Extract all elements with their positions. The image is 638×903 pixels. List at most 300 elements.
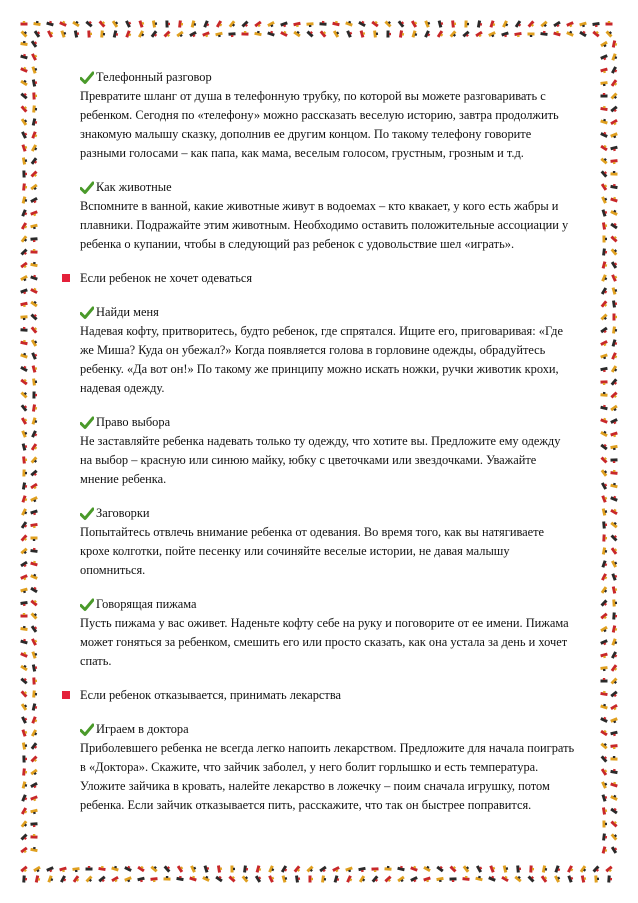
border-ornament <box>612 326 617 334</box>
border-ornament <box>30 536 37 541</box>
border-ornament <box>600 392 607 397</box>
border-ornament <box>602 807 608 815</box>
border-ornament <box>21 613 28 618</box>
border-ornament <box>600 666 607 671</box>
border-ornament <box>600 626 608 633</box>
border-ornament <box>566 21 574 28</box>
check-icon <box>80 71 94 85</box>
border-ornament <box>610 159 617 164</box>
border-ornament <box>602 820 607 827</box>
border-ornament <box>280 21 288 28</box>
border-ornament <box>294 865 302 873</box>
border-ornament <box>20 327 27 332</box>
border-ornament <box>600 380 607 385</box>
paragraph <box>80 614 600 671</box>
border-ornament <box>20 262 28 270</box>
border-ornament <box>371 20 379 28</box>
border-ornament <box>30 210 38 217</box>
border-ornament <box>30 809 38 815</box>
border-ornament <box>32 690 37 697</box>
border-ornament <box>567 865 574 873</box>
border-ornament <box>32 92 37 99</box>
border-ornament <box>612 599 617 606</box>
border-ornament <box>203 20 210 28</box>
border-ornament <box>20 248 28 256</box>
border-ornament <box>600 353 608 360</box>
border-ornament <box>31 624 39 632</box>
text-line: ребенка о купании, чтобы в следующий раз ребенок с удовольствие шел «играть». <box>80 237 515 251</box>
border-ornament <box>384 876 392 884</box>
border-ornament <box>268 865 275 873</box>
border-ornament <box>601 196 608 204</box>
border-ornament <box>31 742 39 750</box>
border-ornament <box>600 613 608 621</box>
border-ornament <box>267 21 275 28</box>
bullet-square-icon <box>62 274 70 282</box>
border-ornament <box>515 20 523 28</box>
border-ornament <box>319 866 327 874</box>
border-ornament <box>98 865 106 871</box>
border-ornament <box>74 30 80 38</box>
border-ornament <box>372 875 380 883</box>
border-ornament <box>600 41 608 48</box>
border-ornament <box>31 456 39 464</box>
border-ornament <box>610 819 618 827</box>
border-ornament <box>602 534 607 541</box>
text-line: Уложите зайчика в кровать, налейте лекарство в ложечку – поим сначала игрушку, потом <box>80 779 550 793</box>
paragraph <box>80 87 600 163</box>
border-ornament <box>60 30 67 38</box>
border-ornament <box>31 430 38 438</box>
text-line: Не заставляйте ребенка надевать только ту одежду, что хотите вы. Предложите ему одежду <box>80 434 561 448</box>
border-ornament <box>35 875 41 883</box>
border-ornament <box>85 19 93 27</box>
border-ornament <box>229 20 237 28</box>
border-ornament <box>412 30 418 38</box>
border-ornament <box>30 795 38 802</box>
text-line: Пусть пижама у вас оживет. Наденьте кофту себе на руку и поговорите от ее имени. Пижама <box>80 616 569 630</box>
border-ornament <box>31 53 38 61</box>
section-title: Право выбора <box>96 415 171 429</box>
border-ornament <box>20 41 28 46</box>
border-ornament <box>20 352 28 359</box>
border-ornament <box>20 574 28 581</box>
border-ornament <box>611 260 619 268</box>
border-ornament <box>31 131 38 139</box>
border-ornament <box>72 20 80 28</box>
bullet-text: Если ребенок не хочет одеваться <box>80 271 253 285</box>
border-ornament <box>602 508 608 516</box>
border-ornament <box>111 876 119 883</box>
border-ornament <box>31 325 39 333</box>
border-ornament <box>602 547 608 555</box>
border-ornament <box>243 865 248 872</box>
border-ornament <box>20 315 27 320</box>
border-ornament <box>610 392 618 400</box>
border-ornament <box>610 171 617 176</box>
border-ornament <box>21 716 28 724</box>
border-ornament <box>566 30 574 37</box>
border-ornament <box>611 66 618 74</box>
border-ornament <box>611 832 619 840</box>
bullet-text: Если ребенок отказывается, принимать лекарства <box>80 688 342 702</box>
border-ornament <box>73 875 81 883</box>
border-ornament <box>30 184 38 192</box>
border-ornament <box>605 866 613 874</box>
border-ornament <box>610 146 618 152</box>
border-ornament <box>451 20 456 27</box>
border-ornament <box>138 20 144 28</box>
border-ornament <box>21 104 29 112</box>
border-ornament <box>600 144 608 152</box>
border-ornament <box>346 30 353 38</box>
border-ornament <box>20 676 28 684</box>
border-ornament <box>216 20 223 28</box>
border-ornament <box>21 222 28 230</box>
border-ornament <box>601 767 609 775</box>
text-line: на выбор – красную или синюю майку, юбку с цветочками или звездочками. Уважайте <box>80 453 537 467</box>
border-ornament <box>594 875 599 882</box>
border-ornament <box>20 53 28 59</box>
border-ornament <box>600 703 608 709</box>
border-ornament <box>21 29 29 37</box>
border-ornament <box>20 91 28 99</box>
border-ornament <box>32 118 38 126</box>
border-ornament <box>98 876 106 884</box>
border-ornament <box>30 846 38 852</box>
border-ornament <box>610 431 618 437</box>
border-ornament <box>386 30 391 37</box>
border-ornament <box>21 729 27 737</box>
text-line: Приболевшего ребенка не всегда легко напоить лекарством. Предложите для начала поиграть <box>80 741 575 755</box>
border-ornament <box>611 274 618 282</box>
section-find-me <box>80 303 600 398</box>
border-ornament <box>137 877 145 883</box>
border-ornament <box>611 79 619 87</box>
border-ornament <box>30 782 38 789</box>
border-ornament <box>30 287 38 294</box>
border-ornament <box>22 183 27 190</box>
border-ornament <box>59 20 67 27</box>
border-ornament <box>600 455 608 463</box>
section-title: Телефонный разговор <box>96 70 212 84</box>
border-ornament <box>22 781 28 789</box>
section-title: Заговорки <box>96 506 150 520</box>
border-ornament <box>20 390 28 398</box>
border-ornament <box>610 768 618 774</box>
border-ornament <box>610 756 617 761</box>
border-ornament <box>600 340 608 347</box>
border-ornament <box>254 30 262 36</box>
border-ornament <box>610 234 618 242</box>
border-ornament <box>610 405 618 413</box>
border-ornament <box>30 249 37 254</box>
border-ornament <box>125 30 132 38</box>
paragraph <box>80 197 600 254</box>
border-ornament <box>514 874 522 882</box>
border-ornament <box>31 443 39 451</box>
border-ornament <box>606 21 613 26</box>
border-ornament <box>553 30 561 36</box>
border-ornament <box>20 275 28 282</box>
text-line: опомниться. <box>80 563 146 577</box>
text-line: может гоняться за ребенком, смешить его или просто сказать, как она устала за день и хочет <box>80 635 568 649</box>
border-ornament <box>600 131 608 138</box>
border-ornament <box>397 876 405 884</box>
border-ornament <box>124 876 132 883</box>
border-ornament <box>610 731 618 737</box>
border-ornament <box>31 144 38 152</box>
check-icon <box>80 723 94 737</box>
border-ornament <box>601 300 609 308</box>
border-ornament <box>30 755 38 763</box>
section-title: Играем в доктора <box>96 722 189 736</box>
border-ornament <box>32 365 38 373</box>
border-ornament <box>176 875 184 881</box>
border-ornament <box>610 495 618 502</box>
border-ornament <box>87 30 92 37</box>
border-ornament <box>463 864 471 872</box>
border-ornament <box>47 30 54 38</box>
border-ornament <box>359 875 367 883</box>
border-ornament <box>345 866 353 873</box>
border-ornament <box>601 781 608 789</box>
border-ornament <box>21 403 29 411</box>
border-ornament <box>32 703 38 711</box>
bullet-heading <box>80 269 600 288</box>
border-ornament <box>602 248 607 255</box>
border-ornament <box>488 31 496 38</box>
border-ornament <box>410 865 418 872</box>
border-ornament <box>600 639 608 646</box>
border-ornament <box>20 626 28 631</box>
border-ornament <box>345 20 353 27</box>
border-ornament <box>540 31 547 36</box>
border-ornament <box>542 865 548 873</box>
border-ornament <box>437 30 445 38</box>
border-ornament <box>204 865 210 873</box>
text-line: надевая одежду. <box>80 381 165 395</box>
border-ornament <box>163 30 171 38</box>
border-ornament <box>72 867 79 872</box>
border-ornament <box>611 638 618 646</box>
border-ornament <box>600 417 608 424</box>
border-ornament <box>600 314 608 322</box>
border-ornament <box>527 874 535 882</box>
section-right-of-choice <box>80 413 600 489</box>
border-ornament <box>20 561 28 569</box>
border-ornament <box>601 495 608 503</box>
border-ornament <box>21 794 28 802</box>
border-ornament <box>32 105 37 112</box>
check-icon <box>80 416 94 430</box>
border-ornament <box>424 30 431 38</box>
border-ornament <box>30 834 37 839</box>
border-ornament <box>31 66 38 74</box>
border-ornament <box>178 20 183 27</box>
paragraph <box>80 739 600 815</box>
border-ornament <box>502 20 509 28</box>
border-ornament <box>20 548 28 556</box>
text-line: Надевая кофту, притворитесь, будто ребенок, где спрятался. Ищите его, приговаривая: «Где <box>80 324 563 338</box>
border-ornament <box>436 877 444 883</box>
border-ornament <box>602 846 608 854</box>
border-ornament <box>33 21 41 26</box>
border-ornament <box>612 300 617 308</box>
border-ornament <box>21 521 29 529</box>
border-ornament <box>31 651 38 659</box>
border-ornament <box>20 339 28 345</box>
border-ornament <box>612 586 618 594</box>
bullet-square-icon <box>62 691 70 699</box>
border-ornament <box>112 19 120 27</box>
border-ornament <box>32 664 38 672</box>
border-ornament <box>30 548 37 553</box>
border-ornament <box>21 807 28 815</box>
border-ornament <box>601 287 608 295</box>
border-ornament <box>189 31 197 38</box>
border-ornament <box>610 781 618 787</box>
border-ornament <box>30 822 37 827</box>
text-line: ребенком. Сегодня по «телефону» можно рассказать веселую историю, завтра продолжить <box>80 108 559 122</box>
text-line: плавники. Подражайте этим животным. Необходимо оставить положительные ассоциации у <box>80 218 569 232</box>
border-ornament <box>30 510 38 516</box>
border-ornament <box>20 664 28 672</box>
check-icon <box>80 306 94 320</box>
border-ornament <box>601 560 608 568</box>
border-ornament <box>59 867 67 873</box>
border-ornament <box>449 864 457 872</box>
border-ornament <box>30 300 38 308</box>
border-ornament <box>21 416 28 424</box>
border-ornament <box>152 20 158 28</box>
border-ornament <box>503 865 509 873</box>
border-ornament <box>309 876 314 883</box>
border-ornament <box>602 521 607 528</box>
border-ornament <box>516 865 521 872</box>
border-ornament <box>32 79 38 87</box>
border-ornament <box>601 573 608 581</box>
border-ornament <box>358 20 366 27</box>
text-line: Превратите шланг от душа в телефонную трубку, по которой вы можете разговаривать с <box>80 89 546 103</box>
border-ornament <box>30 560 38 566</box>
border-ornament <box>610 209 618 216</box>
border-ornament <box>475 875 483 881</box>
border-ornament <box>610 717 618 724</box>
border-ornament <box>21 21 28 26</box>
border-ornament <box>230 865 235 872</box>
border-ornament <box>99 19 107 27</box>
border-ornament <box>611 352 618 360</box>
border-ornament <box>489 20 495 28</box>
border-ornament <box>384 866 391 871</box>
border-ornament <box>611 53 618 61</box>
paragraph <box>80 432 600 489</box>
border-ornament <box>600 54 608 61</box>
border-ornament <box>21 508 28 516</box>
border-ornament <box>31 716 38 724</box>
border-ornament <box>449 877 456 882</box>
border-ornament <box>46 20 54 26</box>
border-ornament <box>602 209 608 217</box>
border-ornament <box>31 611 39 619</box>
border-ornament <box>164 864 172 872</box>
border-ornament <box>241 20 249 28</box>
border-ornament <box>321 875 326 883</box>
text-line: Попытайтесь отвлечь внимание ребенка от одевания. Во время того, как вы натягиваете <box>80 525 545 539</box>
border-ornament <box>20 866 28 874</box>
border-ornament <box>32 404 38 412</box>
border-ornament <box>85 866 92 871</box>
border-ornament <box>320 29 328 37</box>
border-ornament <box>215 32 223 38</box>
border-ornament <box>610 807 618 815</box>
border-ornament <box>528 20 536 28</box>
border-ornament <box>22 170 27 177</box>
border-ornament <box>255 874 263 882</box>
border-ornament <box>610 418 618 425</box>
border-ornament <box>580 865 588 873</box>
border-ornament <box>567 875 574 883</box>
border-ornament <box>553 21 561 29</box>
text-line: же Миша? Куда он убежал?» Когда появляется голова в горловине одежды, обрадуйтесь <box>80 343 546 357</box>
border-ornament <box>398 19 406 27</box>
border-ornament <box>602 794 608 802</box>
border-ornament <box>610 744 617 749</box>
border-ornament <box>600 690 608 696</box>
border-ornament <box>410 876 418 883</box>
border-ornament <box>612 40 618 48</box>
border-ornament <box>423 876 431 882</box>
border-ornament <box>31 729 38 737</box>
border-ornament <box>217 865 223 873</box>
section-title: Говорящая пижама <box>96 597 197 611</box>
border-ornament <box>306 29 314 37</box>
border-ornament <box>579 30 587 37</box>
border-ornament <box>610 222 618 230</box>
border-ornament <box>600 118 608 124</box>
border-ornament <box>20 833 28 841</box>
border-ornament <box>592 29 600 37</box>
border-ornament <box>601 754 609 762</box>
border-ornament <box>228 874 236 882</box>
border-ornament <box>20 288 28 295</box>
border-ornament <box>319 21 326 26</box>
border-ornament <box>358 867 366 873</box>
border-ornament <box>600 404 608 410</box>
border-ornament <box>611 365 619 373</box>
border-ornament <box>334 875 340 883</box>
border-ornament <box>333 29 340 37</box>
border-ornament <box>397 865 405 871</box>
border-ornament <box>30 312 38 320</box>
border-ornament <box>610 482 618 488</box>
border-ornament <box>47 875 54 883</box>
check-icon <box>80 181 94 195</box>
border-ornament <box>600 729 608 737</box>
border-ornament <box>601 182 609 190</box>
section-doctor-game <box>80 720 600 815</box>
border-ornament <box>22 157 28 165</box>
border-ornament <box>527 32 534 37</box>
border-ornament <box>612 339 618 347</box>
border-ornament <box>22 469 27 476</box>
border-ornament <box>190 865 197 873</box>
border-ornament <box>579 22 587 28</box>
section-telephone <box>80 68 600 163</box>
border-ornament <box>514 32 522 38</box>
border-ornament <box>30 224 38 230</box>
